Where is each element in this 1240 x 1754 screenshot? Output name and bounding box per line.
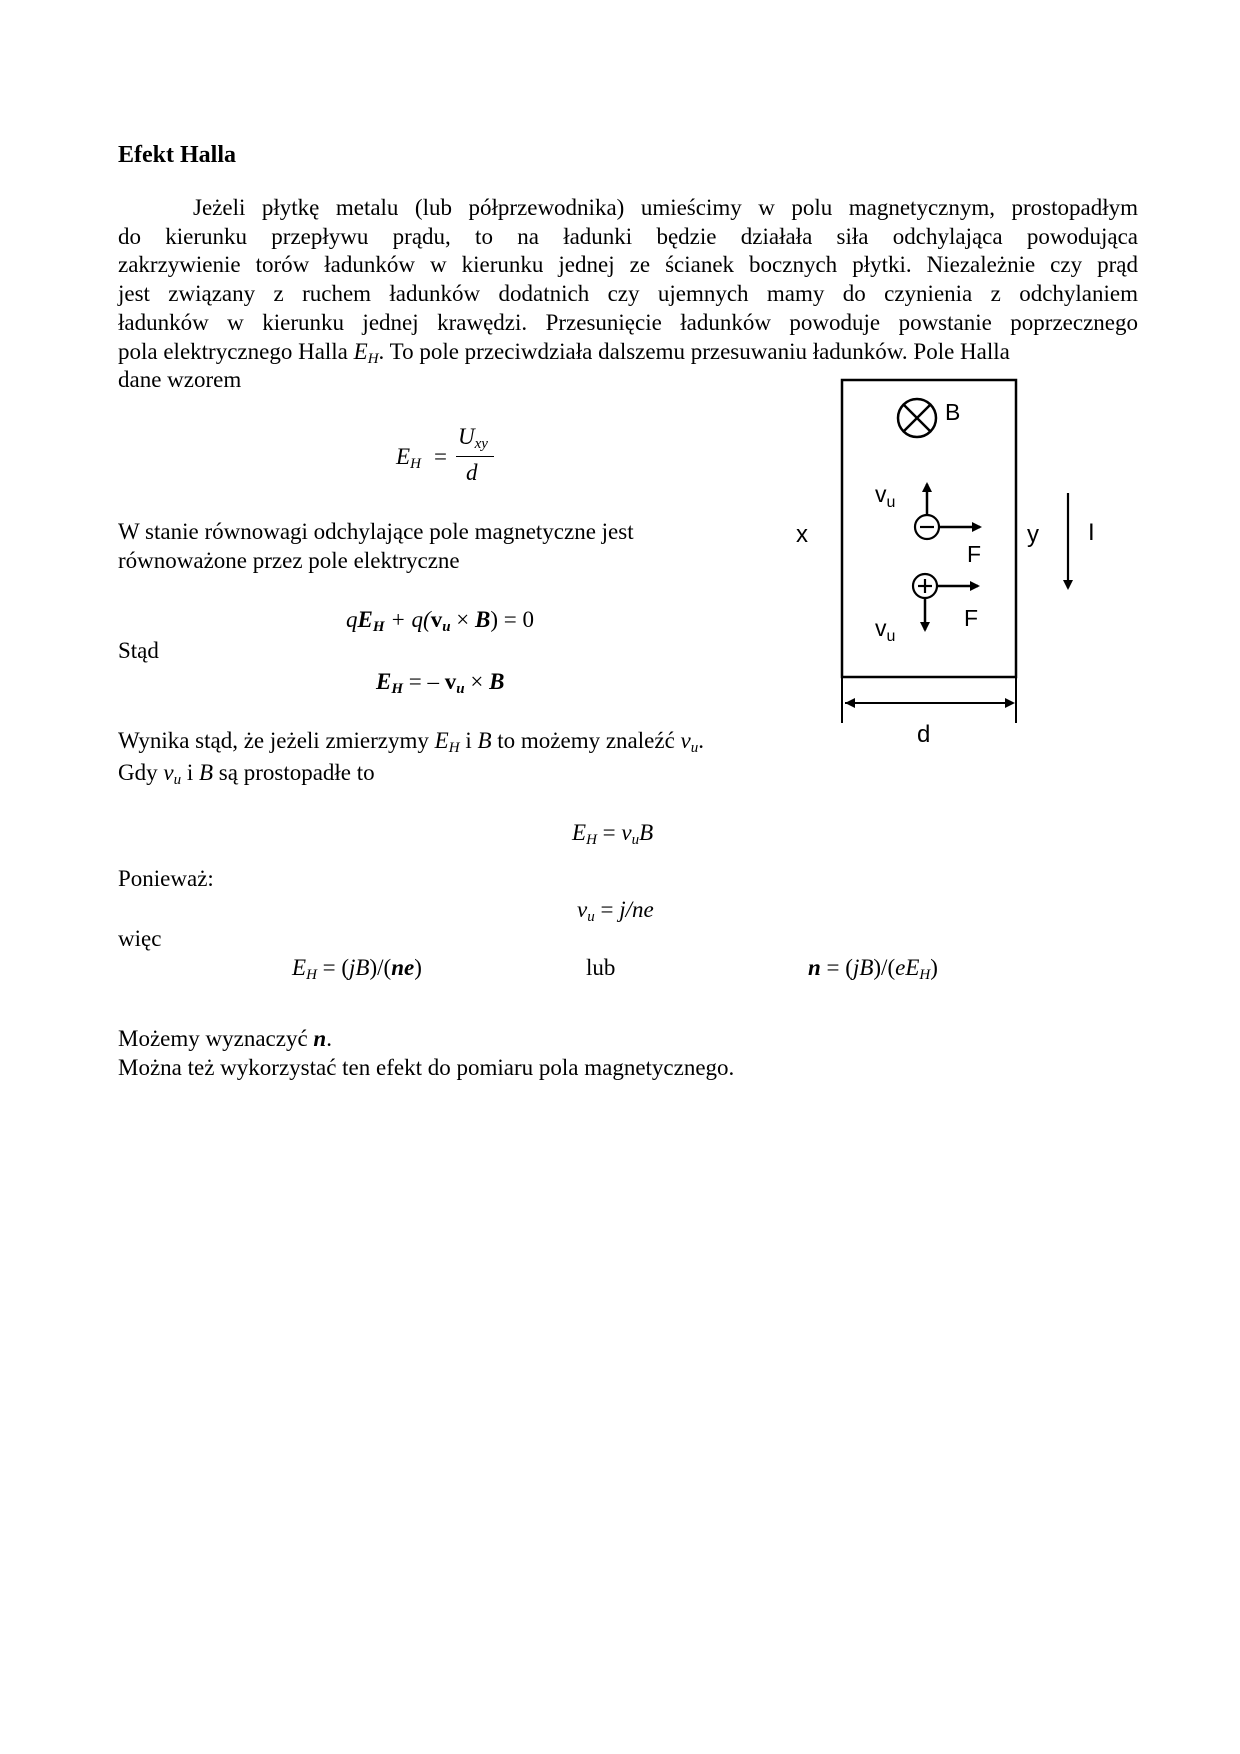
mozemy-line: Możemy wyznaczyć n. [118, 1026, 332, 1051]
drift-velocity-equation: $v_u = j/ne$ [577, 897, 654, 925]
wiec-label: więc [118, 926, 162, 951]
formula-equals: = [434, 444, 447, 469]
current-label: I [1088, 519, 1095, 546]
force-label-top: F [967, 541, 982, 567]
hall-field-vector-equation: $E_H$ = – $v_u \times B$ [376, 669, 505, 697]
formula-denominator: d [466, 460, 478, 485]
para-line: ładunków w kierunku jednej krawędzi. Przesunięcie ładunków powoduje powstanie poprzecznego [118, 309, 1138, 335]
hall-field-density-equation: $E_H = (jB)/(ne)$ [292, 955, 422, 983]
b-label: B [945, 399, 961, 425]
x-label: x [796, 521, 808, 548]
b-field-into-page-icon [898, 399, 936, 437]
force-balance-equation: $qE_H + q(v_u \times B) = 0$ [346, 607, 535, 635]
para-line: Jeżeli płytkę metalu (lub półprzewodnika) umieścimy w polu magnetycznym, prostopadłym [193, 195, 1138, 220]
scalar-hall-equation: $E_H = v_uB$ [572, 820, 654, 848]
para-line: do kierunku przepływu prądu, to na ładunki będzie działała siła odchylająca powodująca [118, 223, 1138, 249]
mozna-line: Można też wykorzystać ten efekt do pomiaru pola magnetycznego. [118, 1055, 735, 1080]
lub-label: lub [586, 955, 616, 980]
para-line: dane wzorem [118, 367, 242, 393]
wynika-line: Wynika stąd, że jeżeli zmierzymy $E_H$ i B to możemy znaleźć $v_u$. [118, 728, 705, 756]
para-line: jest związany z ruchem ładunków dodatnich czy ujemnych mamy do czynienia z odchylaniem [118, 281, 1138, 307]
vu-label-bottom: $v_u$ [875, 615, 896, 645]
poniewaz-label: Ponieważ: [118, 866, 214, 891]
document-title: Efekt Halla [118, 142, 236, 168]
vu-label-top: $v_u$ [875, 481, 896, 511]
y-label: y [1027, 521, 1039, 548]
para-line: zakrzywienie torów ładunków w kierunku jednej ze ścianek bocznych płytki. Niezależnie czy prąd [118, 252, 1138, 278]
force-label-bottom: F [964, 605, 979, 631]
equilibrium-line-2: równoważone przez pole elektryczne [118, 548, 460, 573]
carrier-density-equation: $n = (jB)/(eE_H)$ [808, 955, 938, 983]
formula-numerator: $U_{xy}$ [458, 424, 488, 452]
stad-label: Stąd [118, 638, 159, 663]
para-line: pola elektrycznego Halla $E_H$. To pole przeciwdziała dalszemu przesuwaniu ładunków. Pole Halla [118, 338, 1010, 367]
equilibrium-line-1: W stanie równowagi odchylające pole magnetyczne jest [118, 519, 634, 544]
width-label: d [917, 721, 931, 748]
gdy-line: Gdy $v_u$ i B są prostopadłe to [118, 760, 375, 788]
formula-lhs: $E_H$ [396, 444, 421, 472]
